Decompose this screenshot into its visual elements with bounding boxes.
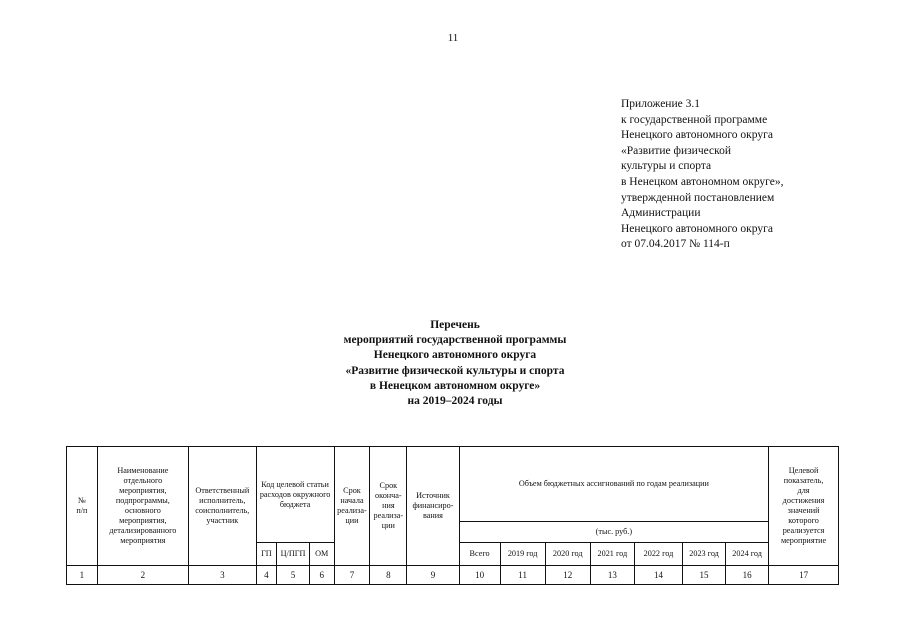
- appendix-line: Ненецкого автономного округа: [621, 222, 773, 235]
- header-code-pgp: Ц/ПГП: [277, 543, 310, 566]
- column-number: 8: [370, 566, 407, 585]
- appendix-line: Администрации: [621, 207, 701, 220]
- header-executor: Ответственный исполнитель, соисполнитель, участник: [188, 447, 256, 566]
- column-number: 16: [726, 566, 769, 585]
- header-number: № п/п: [67, 447, 98, 566]
- header-funding-source: Источник финансиро- вания: [407, 447, 459, 566]
- title-line: Ненецкого автономного округа: [373, 349, 537, 362]
- header-year-2024: 2024 год: [726, 543, 769, 566]
- header-code-om: ОМ: [309, 543, 334, 566]
- title-line: на 2019–2024 годы: [407, 395, 503, 408]
- appendix-line: «Развитие физической: [621, 144, 732, 157]
- header-year-2022: 2022 год: [634, 543, 682, 566]
- page-number: 11: [447, 32, 459, 44]
- column-number: 5: [277, 566, 310, 585]
- title-line: Перечень: [430, 319, 480, 331]
- document-title: [250, 318, 660, 409]
- header-budget-allocations: Объем бюджетных ассигнований по годам реализации: [459, 447, 769, 522]
- appendix-line: от 07.04.2017 № 114-п: [621, 238, 730, 251]
- column-number-row: [67, 566, 839, 585]
- column-number: 4: [256, 566, 277, 585]
- header-year-2023: 2023 год: [683, 543, 726, 566]
- appendix-line: Приложение 3.1: [621, 98, 700, 110]
- header-code-gp: ГП: [256, 543, 277, 566]
- header-budget-units: (тыс. руб.): [459, 522, 769, 543]
- title-line: в Ненецком автономном округе»: [369, 379, 541, 392]
- column-number: 2: [97, 566, 188, 585]
- column-number: 17: [769, 566, 839, 585]
- column-number: 3: [188, 566, 256, 585]
- header-year-2020: 2020 год: [545, 543, 590, 566]
- activities-table: [66, 446, 839, 585]
- appendix-line: утвержденной постановлением: [621, 191, 775, 204]
- column-number: 13: [590, 566, 634, 585]
- column-number: 10: [459, 566, 500, 585]
- column-number: 9: [407, 566, 459, 585]
- header-year-2019: 2019 год: [500, 543, 545, 566]
- header-year-2021: 2021 год: [590, 543, 634, 566]
- title-line: «Развитие физической культуры и спорта: [345, 364, 565, 377]
- header-budget-code: Код целевой статьи расходов окружного бюджета: [256, 447, 334, 543]
- column-number: 1: [67, 566, 98, 585]
- column-number: 7: [334, 566, 370, 585]
- column-number: 11: [500, 566, 545, 585]
- header-total: Всего: [459, 543, 500, 566]
- appendix-line: Ненецкого автономного округа: [621, 129, 773, 142]
- appendix-line: культуры и спорта: [621, 160, 712, 173]
- header-start-date: Срок начала реализа- ции: [334, 447, 370, 566]
- header-row-top: [67, 447, 839, 522]
- appendix-line: к государственной программе: [621, 113, 768, 126]
- column-number: 12: [545, 566, 590, 585]
- header-end-date: Срок оконча- ния реализа- ции: [370, 447, 407, 566]
- appendix-line: в Ненецком автономном округе»,: [621, 175, 784, 188]
- column-number: 14: [634, 566, 682, 585]
- appendix-block: [621, 97, 881, 253]
- column-number: 15: [683, 566, 726, 585]
- header-target-indicator: Целевой показатель, для достижения значений которого реализуется мероприятие: [769, 447, 839, 566]
- column-number: 6: [309, 566, 334, 585]
- title-line: мероприятий государственной программы: [343, 334, 567, 347]
- header-activity-name: Наименование отдельного мероприятия, подпрограммы, основного мероприятия, детализированного мероприятия: [97, 447, 188, 566]
